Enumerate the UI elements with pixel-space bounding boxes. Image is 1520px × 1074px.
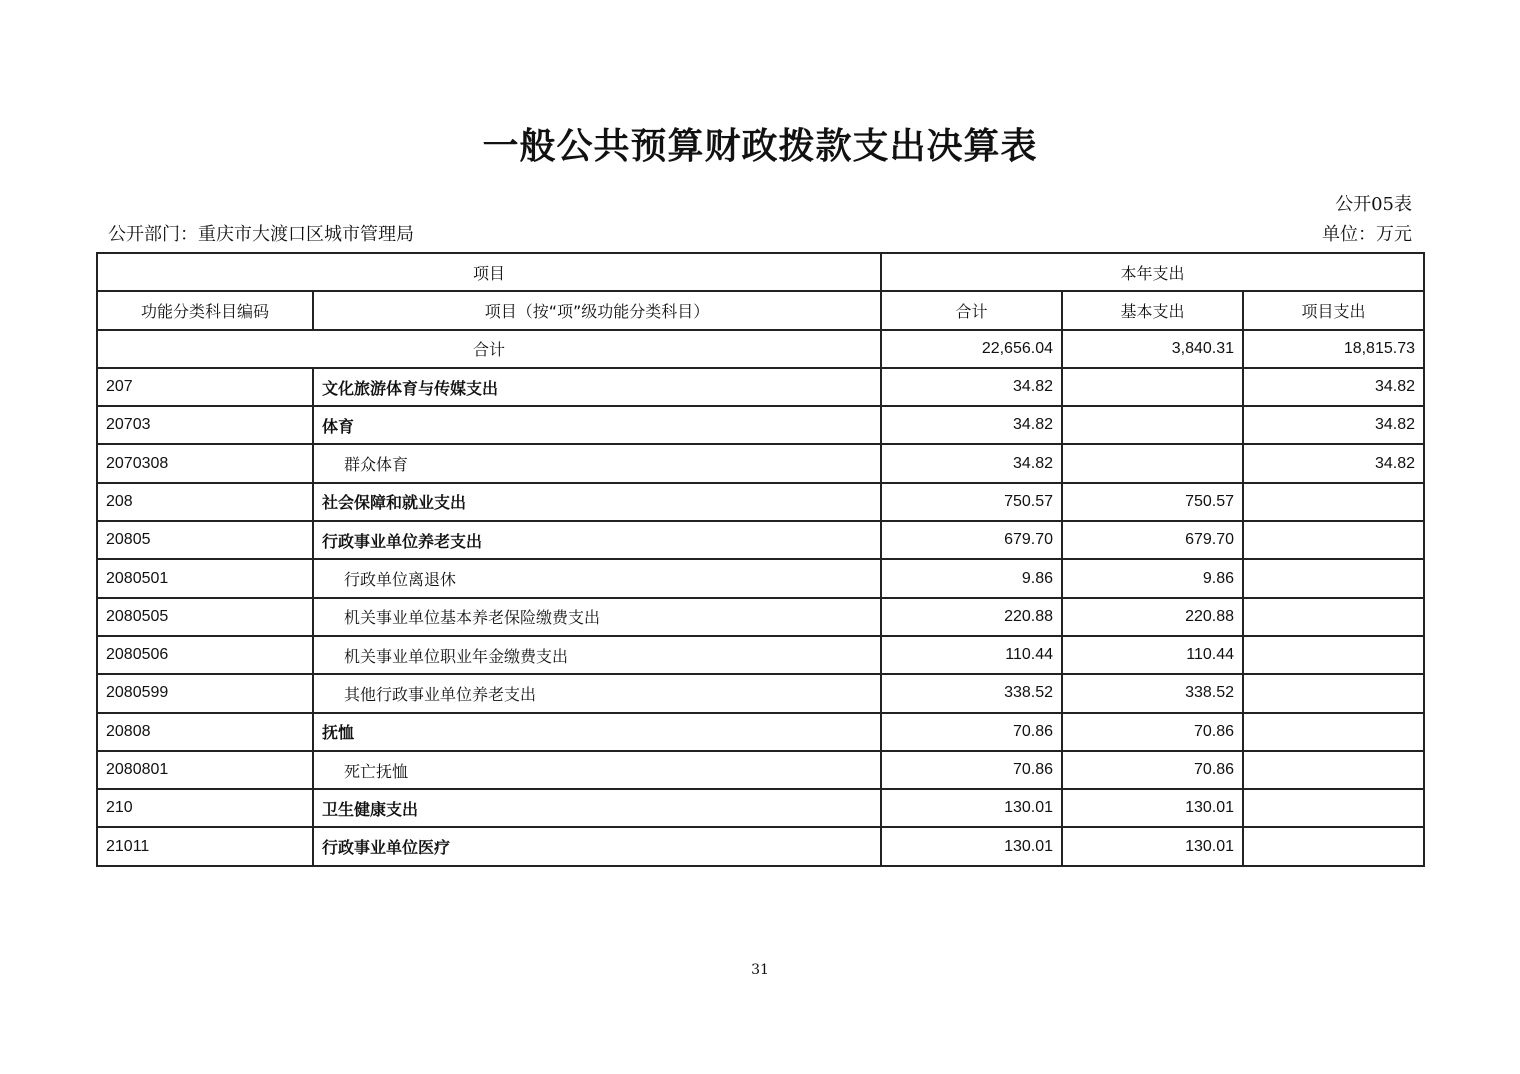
row-basic: 70.86: [1062, 713, 1243, 751]
row-total: 750.57: [881, 483, 1062, 521]
table-row: [97, 751, 1424, 789]
page-number: 31: [751, 962, 769, 978]
row-total: 679.70: [881, 521, 1062, 559]
row-project: [1243, 789, 1424, 827]
row-basic: [1062, 368, 1243, 406]
row-basic: 130.01: [1062, 827, 1243, 865]
row-basic: 220.88: [1062, 598, 1243, 636]
row-basic: [1062, 444, 1243, 482]
summary-basic: 3,840.31: [1062, 330, 1243, 368]
header-code: 功能分类科目编码: [97, 291, 313, 329]
row-project: [1243, 483, 1424, 521]
header-item: 项目（按“项”级功能分类科目）: [313, 291, 881, 329]
row-project: 34.82: [1243, 368, 1424, 406]
table-row: [97, 636, 1424, 674]
form-number: 公开05表: [1335, 194, 1412, 215]
row-code: 207: [97, 368, 313, 406]
table-row: [97, 368, 1424, 406]
row-code: 2070308: [97, 444, 313, 482]
header-row-2: [97, 291, 1424, 329]
row-total: 34.82: [881, 406, 1062, 444]
row-project: [1243, 751, 1424, 789]
unit-label: 单位：万元: [1322, 224, 1412, 245]
row-project: [1243, 636, 1424, 674]
header-project-expenditure: 项目支出: [1243, 291, 1424, 329]
row-total: 9.86: [881, 559, 1062, 597]
row-total: 220.88: [881, 598, 1062, 636]
row-total: 338.52: [881, 674, 1062, 712]
header-basic: 基本支出: [1062, 291, 1243, 329]
row-project: 34.82: [1243, 406, 1424, 444]
table-row: [97, 559, 1424, 597]
row-code: 2080801: [97, 751, 313, 789]
row-name: 其他行政事业单位养老支出: [313, 674, 881, 712]
row-total: 70.86: [881, 713, 1062, 751]
row-basic: 110.44: [1062, 636, 1243, 674]
row-code: 20703: [97, 406, 313, 444]
row-basic: [1062, 406, 1243, 444]
row-code: 2080506: [97, 636, 313, 674]
table-row: [97, 713, 1424, 751]
row-code: 2080501: [97, 559, 313, 597]
summary-label: 合计: [97, 330, 881, 368]
row-code: 21011: [97, 827, 313, 865]
row-code: 20808: [97, 713, 313, 751]
row-code: 2080505: [97, 598, 313, 636]
row-total: 70.86: [881, 751, 1062, 789]
header-project: 项目: [97, 253, 881, 291]
row-name: 机关事业单位职业年金缴费支出: [313, 636, 881, 674]
department-label: 公开部门：重庆市大渡口区城市管理局: [108, 224, 414, 245]
header-current-year: 本年支出: [881, 253, 1424, 291]
row-basic: 679.70: [1062, 521, 1243, 559]
row-name: 社会保障和就业支出: [313, 483, 881, 521]
row-project: [1243, 827, 1424, 865]
row-code: 208: [97, 483, 313, 521]
row-name: 抚恤: [313, 713, 881, 751]
row-name: 行政事业单位养老支出: [313, 521, 881, 559]
table-row: [97, 827, 1424, 865]
table-row: [97, 789, 1424, 827]
row-project: [1243, 559, 1424, 597]
table-row: [97, 406, 1424, 444]
row-basic: 70.86: [1062, 751, 1243, 789]
row-basic: 130.01: [1062, 789, 1243, 827]
row-name: 行政事业单位医疗: [313, 827, 881, 865]
row-basic: 750.57: [1062, 483, 1243, 521]
row-total: 34.82: [881, 368, 1062, 406]
table-row: [97, 674, 1424, 712]
row-name: 文化旅游体育与传媒支出: [313, 368, 881, 406]
expenditure-table: [96, 252, 1425, 867]
row-name: 死亡抚恤: [313, 751, 881, 789]
row-project: [1243, 674, 1424, 712]
page-title: 一般公共预算财政拨款支出决算表: [482, 126, 1038, 167]
row-total: 110.44: [881, 636, 1062, 674]
table-row: [97, 444, 1424, 482]
summary-total: 22,656.04: [881, 330, 1062, 368]
table-row: [97, 521, 1424, 559]
header-row-1: [97, 253, 1424, 291]
header-total: 合计: [881, 291, 1062, 329]
row-name: 卫生健康支出: [313, 789, 881, 827]
row-total: 130.01: [881, 827, 1062, 865]
row-project: [1243, 521, 1424, 559]
summary-project: 18,815.73: [1243, 330, 1424, 368]
row-code: 210: [97, 789, 313, 827]
row-name: 机关事业单位基本养老保险缴费支出: [313, 598, 881, 636]
table-row: [97, 483, 1424, 521]
row-total: 130.01: [881, 789, 1062, 827]
row-project: [1243, 598, 1424, 636]
row-basic: 9.86: [1062, 559, 1243, 597]
row-name: 群众体育: [313, 444, 881, 482]
row-total: 34.82: [881, 444, 1062, 482]
row-basic: 338.52: [1062, 674, 1243, 712]
row-code: 2080599: [97, 674, 313, 712]
row-project: 34.82: [1243, 444, 1424, 482]
row-name: 行政单位离退休: [313, 559, 881, 597]
summary-row: [97, 330, 1424, 368]
table-row: [97, 598, 1424, 636]
row-project: [1243, 713, 1424, 751]
row-name: 体育: [313, 406, 881, 444]
row-code: 20805: [97, 521, 313, 559]
